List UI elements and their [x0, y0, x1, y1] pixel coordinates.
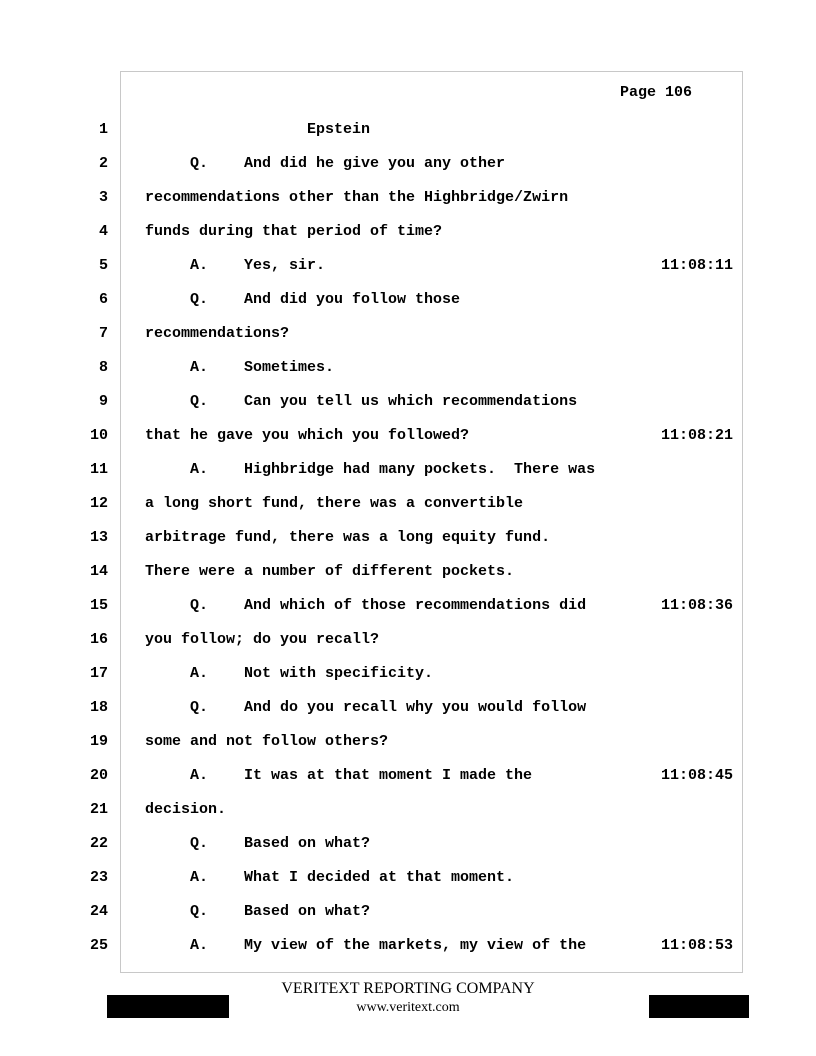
transcript-line: [0, 936, 816, 956]
transcript-line: [0, 256, 816, 276]
line-number: 9: [98, 393, 108, 410]
line-text: Q. Based on what?: [145, 903, 371, 920]
line-text: A. Not with specificity.: [145, 665, 434, 682]
timestamp: 11:08:53: [661, 937, 734, 954]
line-number: 20: [89, 767, 108, 784]
line-text: funds during that period of time?: [145, 223, 443, 240]
line-text: Q. Can you tell us which recommendations: [145, 393, 578, 410]
transcript-line: [0, 392, 816, 412]
line-number: 25: [89, 937, 108, 954]
transcript-line: [0, 426, 816, 446]
transcript-line: [0, 460, 816, 480]
footer-website: www.veritext.com: [356, 1000, 460, 1015]
transcript-line: [0, 120, 816, 140]
line-text: Q. And which of those recommendations did: [145, 597, 587, 614]
transcript-line: [0, 596, 816, 616]
line-number: 10: [89, 427, 108, 444]
transcript-line: [0, 494, 816, 514]
line-text: Q. And did you follow those: [145, 291, 461, 308]
transcript-line: [0, 154, 816, 174]
line-text: decision.: [145, 801, 227, 818]
line-text: A. What I decided at that moment.: [145, 869, 515, 886]
timestamp: 11:08:21: [661, 427, 734, 444]
timestamp: 11:08:45: [661, 767, 734, 784]
line-text: a long short fund, there was a convertible: [145, 495, 524, 512]
timestamp: 11:08:36: [661, 597, 734, 614]
transcript-line: [0, 834, 816, 854]
transcript-line: [0, 698, 816, 718]
line-number: 13: [89, 529, 108, 546]
line-number: 18: [89, 699, 108, 716]
line-number: 4: [98, 223, 108, 240]
line-number: 17: [89, 665, 108, 682]
timestamp: 11:08:11: [661, 257, 734, 274]
transcript-line: [0, 222, 816, 242]
line-number: 24: [89, 903, 108, 920]
line-text: Q. And do you recall why you would follow: [145, 699, 587, 716]
line-number: 23: [89, 869, 108, 886]
line-number: 5: [98, 257, 108, 274]
line-text: There were a number of different pockets.: [145, 563, 515, 580]
line-number: 8: [98, 359, 108, 376]
transcript-line: [0, 290, 816, 310]
line-text: Q. And did he give you any other: [145, 155, 506, 172]
line-number: 15: [89, 597, 108, 614]
transcript-line: [0, 188, 816, 208]
line-text: that he gave you which you followed?: [145, 427, 470, 444]
line-number: 2: [98, 155, 108, 172]
line-number: 21: [89, 801, 108, 818]
line-text: Epstein: [145, 121, 371, 138]
transcript-line: [0, 732, 816, 752]
line-number: 12: [89, 495, 108, 512]
transcript-line: [0, 868, 816, 888]
transcript-line: [0, 324, 816, 344]
page-number: Page 106: [620, 84, 693, 101]
line-number: 22: [89, 835, 108, 852]
transcript-line: [0, 800, 816, 820]
line-text: recommendations other than the Highbridge/Zwirn: [145, 189, 569, 206]
line-number: 19: [89, 733, 108, 750]
transcript-line: [0, 358, 816, 378]
line-text: arbitrage fund, there was a long equity fund.: [145, 529, 551, 546]
line-number: 7: [98, 325, 108, 342]
line-text: some and not follow others?: [145, 733, 389, 750]
transcript-line: [0, 528, 816, 548]
transcript-line: [0, 664, 816, 684]
line-text: A. It was at that moment I made the: [145, 767, 533, 784]
line-number: 6: [98, 291, 108, 308]
line-number: 16: [89, 631, 108, 648]
line-text: A. My view of the markets, my view of the: [145, 937, 587, 954]
footer-company: VERITEXT REPORTING COMPANY: [281, 980, 535, 997]
transcript-line: [0, 902, 816, 922]
transcript-line: [0, 766, 816, 786]
transcript-line: [0, 562, 816, 582]
line-text: A. Sometimes.: [145, 359, 335, 376]
line-text: A. Highbridge had many pockets. There was: [145, 461, 596, 478]
transcript-line: [0, 630, 816, 650]
line-text: you follow; do you recall?: [145, 631, 380, 648]
line-number: 1: [98, 121, 108, 138]
line-number: 3: [98, 189, 108, 206]
line-number: 14: [89, 563, 108, 580]
line-number: 11: [89, 461, 108, 478]
line-text: Q. Based on what?: [145, 835, 371, 852]
line-text: recommendations?: [145, 325, 290, 342]
line-text: A. Yes, sir.: [145, 257, 326, 274]
